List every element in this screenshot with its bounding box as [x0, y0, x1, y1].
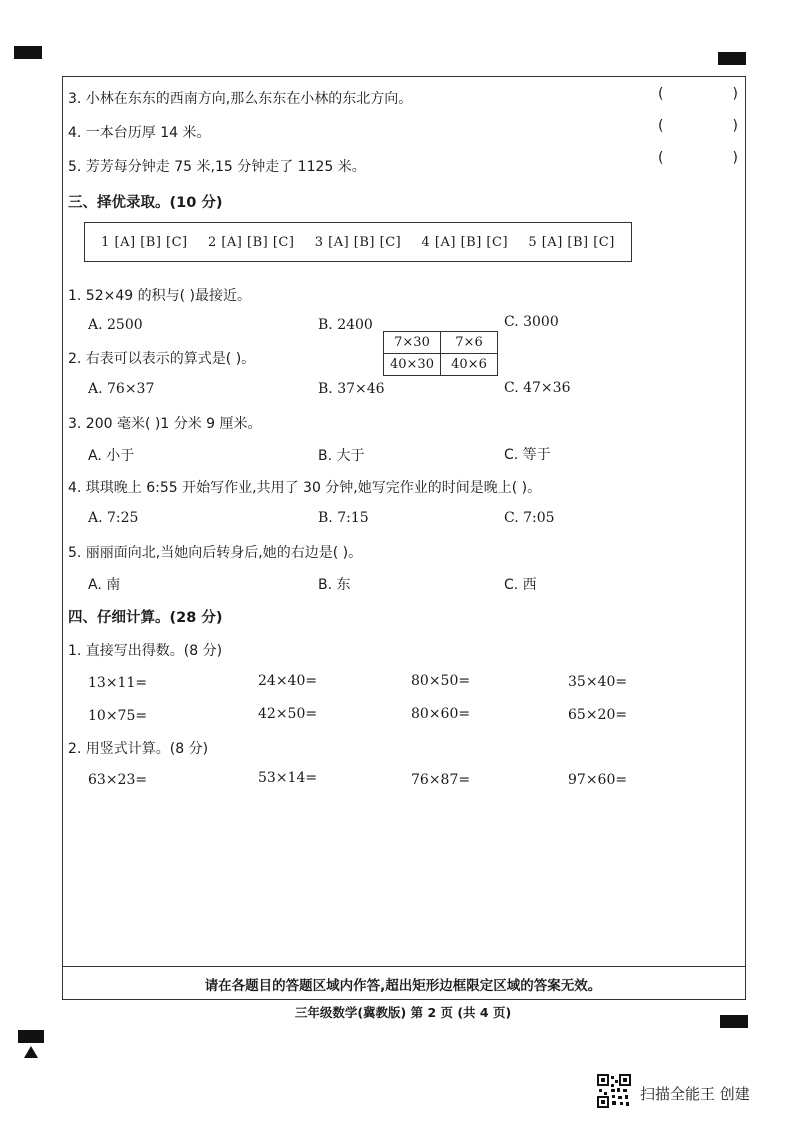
table-cell: 40×6 — [441, 354, 498, 376]
answer-choice-2[interactable]: 2 [A] [B] [C] — [207, 234, 295, 250]
table-cell: 7×30 — [384, 332, 441, 354]
q4-option-a: A. 7:25 — [88, 510, 139, 526]
section-3-heading: 三、择优录取。(10 分) — [68, 195, 223, 211]
calc-item: 10×75= — [88, 708, 148, 724]
answer-choice-5[interactable]: 5 [A] [B] [C] — [528, 234, 615, 250]
answer-sheet-box — [84, 222, 632, 262]
calc-item: 24×40= — [258, 673, 318, 689]
corner-marker-top-left — [14, 46, 42, 59]
q3-option-c: C. 等于 — [504, 447, 551, 463]
calc-item: 63×23= — [88, 772, 148, 788]
q3-option-a: A. 小于 — [88, 448, 135, 464]
q5-option-a: A. 南 — [88, 577, 121, 593]
q1-option-c: C. 3000 — [504, 314, 559, 330]
answer-choice-1[interactable]: 1 [A] [B] [C] — [101, 234, 188, 250]
calc-part-2-title: 2. 用竖式计算。(8 分) — [68, 741, 209, 757]
q1-option-b: B. 2400 — [318, 317, 373, 333]
q2-option-c: C. 47×36 — [504, 380, 571, 396]
q3-option-b: B. 大于 — [318, 448, 365, 464]
calc-item: 13×11= — [88, 675, 148, 691]
judgement-answer-5[interactable]: ( ) — [658, 150, 738, 166]
choice-question-4: 4. 琪琪晚上 6:55 开始写作业,共用了 30 分钟,她写完作业的时间是晚上( )。 — [68, 480, 542, 496]
answer-choice-3[interactable]: 3 [A] [B] [C] — [314, 234, 402, 250]
q1-option-a: A. 2500 — [88, 317, 143, 333]
calc-item: 76×87= — [411, 772, 471, 788]
judgement-question-5: 5. 芳芳每分钟走 75 米,15 分钟走了 1125 米。 — [68, 159, 366, 175]
calc-item: 42×50= — [258, 706, 318, 722]
calc-item: 97×60= — [568, 772, 628, 788]
section-4-heading: 四、仔细计算。(28 分) — [68, 610, 223, 626]
scanner-watermark: 扫描全能王 创建 — [640, 1085, 750, 1103]
q2-option-b: B. 37×46 — [318, 381, 385, 397]
calc-item: 80×50= — [411, 673, 471, 689]
choice-question-3: 3. 200 毫米( )1 分米 9 厘米。 — [68, 416, 262, 432]
table-cell: 40×30 — [384, 354, 441, 376]
judgement-question-4: 4. 一本台历厚 14 米。 — [68, 125, 211, 141]
corner-marker-top-right — [718, 52, 746, 65]
multiplication-table — [383, 331, 498, 376]
notice-text: 请在各题目的答题区域内作答,超出矩形边框限定区域的答案无效。 — [204, 978, 602, 994]
calc-item: 80×60= — [411, 706, 471, 722]
choice-question-5: 5. 丽丽面向北,当她向后转身后,她的右边是( )。 — [68, 545, 363, 561]
q2-option-a: A. 76×37 — [88, 381, 155, 397]
choice-question-1: 1. 52×49 的积与( )最接近。 — [68, 288, 251, 304]
judgement-question-3: 3. 小林在东东的西南方向,那么东东在小林的东北方向。 — [68, 91, 413, 107]
q5-option-b: B. 东 — [318, 577, 351, 593]
judgement-answer-4[interactable]: ( ) — [658, 118, 738, 134]
calc-item: 65×20= — [568, 707, 628, 723]
table-cell: 7×6 — [441, 332, 498, 354]
calc-part-1-title: 1. 直接写出得数。(8 分) — [68, 643, 223, 659]
qr-code-icon — [597, 1074, 631, 1108]
calc-item: 35×40= — [568, 674, 628, 690]
choice-question-2: 2. 右表可以表示的算式是( )。 — [68, 351, 256, 367]
q4-option-b: B. 7:15 — [318, 510, 369, 526]
calc-item: 53×14= — [258, 770, 318, 786]
answer-choice-4[interactable]: 4 [A] [B] [C] — [421, 234, 509, 250]
q4-option-c: C. 7:05 — [504, 510, 555, 526]
corner-marker-bottom-left — [18, 1030, 44, 1043]
q5-option-c: C. 西 — [504, 577, 537, 593]
page-footer: 三年级数学(冀教版) 第 2 页 (共 4 页) — [294, 1005, 512, 1020]
judgement-answer-3[interactable]: ( ) — [658, 86, 738, 102]
triangle-icon — [24, 1046, 38, 1058]
